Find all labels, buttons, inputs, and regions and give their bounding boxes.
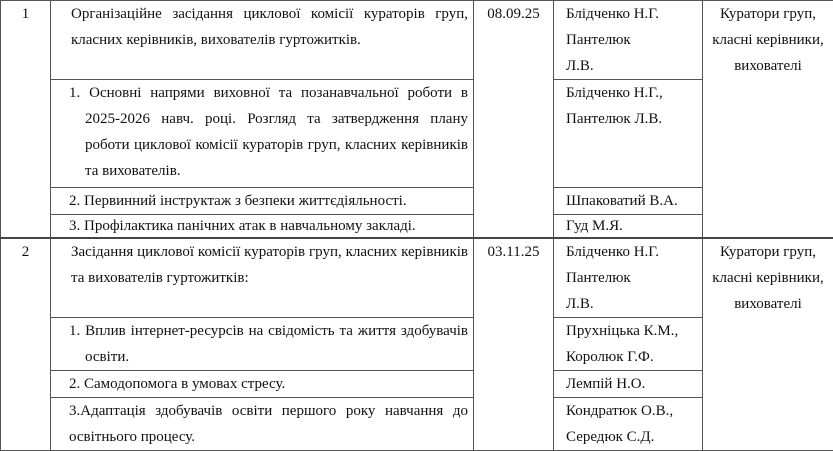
agenda-item: 3. Профілактика панічних атак в навчальному закладі. xyxy=(51,215,474,239)
meeting-date: 08.09.25 xyxy=(474,1,554,239)
responsible-cell: Блідченко Н.Г., Пантелюк Л.В. xyxy=(554,80,703,188)
row-number-cell: 2 xyxy=(1,238,51,451)
meeting-title: Організаційне засідання циклової комісії кураторів груп, класних керівників, вихователів гуртожитків. xyxy=(51,1,474,80)
responsible-cell: Кондратюк О.В., Середюк С.Д. xyxy=(554,398,703,451)
responsible-cell: Шпаковатий В.А. xyxy=(554,188,703,215)
agenda-item: 3.Адаптація здобувачів освіти першого року навчання до освітнього процесу. xyxy=(51,398,474,451)
meeting-title: Засідання циклової комісії кураторів груп, класних керівників та вихователів гуртожитків: xyxy=(51,238,474,318)
agenda-item: 1. Вплив інтернет-ресурсів на свідомість та життя здобувачів освіти. xyxy=(51,318,474,371)
responsible-cell: Блідченко Н.Г. Пантелюк Л.В. xyxy=(554,238,703,318)
table-row xyxy=(1,238,833,318)
responsible-cell: Блідченко Н.Г. Пантелюк Л.В. xyxy=(554,1,703,80)
participants-cell: Куратори груп, класні керівники, вихователі xyxy=(703,1,833,239)
meeting-date: 03.11.25 xyxy=(474,238,554,451)
agenda-item: 2. Первинний інструктаж з безпеки життєдіяльності. xyxy=(51,188,474,215)
agenda-item: 1. Основні напрями виховної та позанавчальної роботи в 2025-2026 навч. році. Розгляд та затвердження плану роботи циклової комісії кураторів груп, класних керівників та вихователів. xyxy=(51,80,474,188)
table-row xyxy=(1,1,833,80)
agenda-item: 2. Самодопомога в умовах стресу. xyxy=(51,371,474,398)
responsible-cell: Гуд М.Я. xyxy=(554,215,703,239)
row-number-cell: 1 xyxy=(1,1,51,239)
responsible-cell: Прухніцька К.М., Королюк Г.Ф. xyxy=(554,318,703,371)
participants-cell: Куратори груп, класні керівники, вихователі xyxy=(703,238,833,451)
responsible-cell: Лемпій Н.О. xyxy=(554,371,703,398)
